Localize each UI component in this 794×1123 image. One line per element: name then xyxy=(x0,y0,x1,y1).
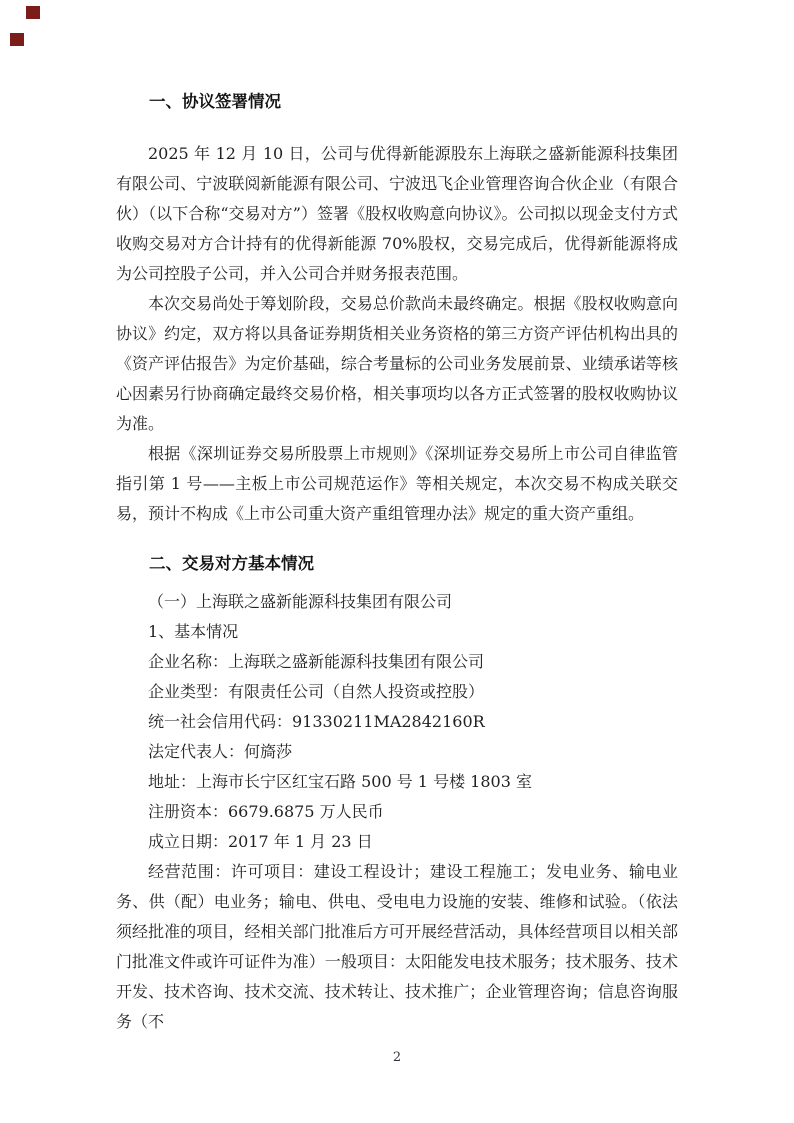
body-paragraph: 本次交易尚处于筹划阶段，交易总价款尚未最终确定。根据《股权收购意向协议》约定，双方将以具备证券期货相关业务资格的第三方资产评估机构出具的《资产评估报告》为定价基础，综合考量标的公司业务发展前景、业绩承诺等核心因素另行协商确定最终交易价格，相关事项均以各方正式签署的股权收购协议为准。 xyxy=(116,294,678,433)
field-address: 地址：上海市长宁区红宝石路 500 号 1 号楼 1803 室 xyxy=(148,772,532,791)
paragraph-business-scope: 经营范围：许可项目：建设工程设计；建设工程施工；发电业务、输电业务、供（配）电业务；输电、供电、受电电力设施的安装、维修和试验。（依法须经批准的项目，经相关部门批准后方可开展经营活动，具体经营项目以相关部门批准文件或许可证件为准）一般项目：太阳能发电技术服务；技术服务、技术开发、技术咨询、技术交流、技术转让、技术推广；企业管理咨询；信息咨询服务（不 xyxy=(116,862,678,1031)
page-body xyxy=(116,87,678,1037)
red-stamp-mark-1 xyxy=(26,6,40,19)
subsection-basic-info-title: 1、基本情况 xyxy=(148,622,239,641)
body-paragraph: 根据《深圳证券交易所股票上市规则》《深圳证券交易所上市公司自律监管指引第 1 号——主板上市公司规范运作》等相关规定，本次交易不构成关联交易，预计不构成《上市公司重大资产重组管理办法》规定的重大资产重组。 xyxy=(116,444,678,523)
field-company-name: 企业名称：上海联之盛新能源科技集团有限公司 xyxy=(148,652,485,671)
red-stamp-mark-2 xyxy=(10,33,24,46)
field-credit-code: 统一社会信用代码：91330211MA2842160R xyxy=(148,712,485,731)
field-company-type: 企业类型：有限责任公司（自然人投资或控股） xyxy=(148,682,485,701)
subsection-company-name-heading: （一）上海联之盛新能源科技集团有限公司 xyxy=(148,592,453,611)
field-legal-representative: 法定代表人：何旖莎 xyxy=(148,742,293,761)
field-registered-capital: 注册资本：6679.6875 万人民币 xyxy=(148,802,384,821)
section-heading-counterparty-info: 二、交易对方基本情况 xyxy=(149,554,314,573)
body-paragraph: 2025 年 12 月 10 日，公司与优得新能源股东上海联之盛新能源科技集团有限公司、宁波联阅新能源有限公司、宁波迅飞企业管理咨询合伙企业（有限合伙）（以下合称“交易对方”）签署《股权收购意向协议》。公司拟以现金支付方式收购交易对方合计持有的优得新能源 70%股权，交易完成后，优得新能源将成为公司控股子公司，并入公司合并财务报表范围。 xyxy=(116,144,678,283)
section-heading-agreement-signing: 一、协议签署情况 xyxy=(149,92,281,111)
field-establishment-date: 成立日期：2017 年 1 月 23 日 xyxy=(148,832,373,851)
page-number: 2 xyxy=(392,1050,402,1065)
